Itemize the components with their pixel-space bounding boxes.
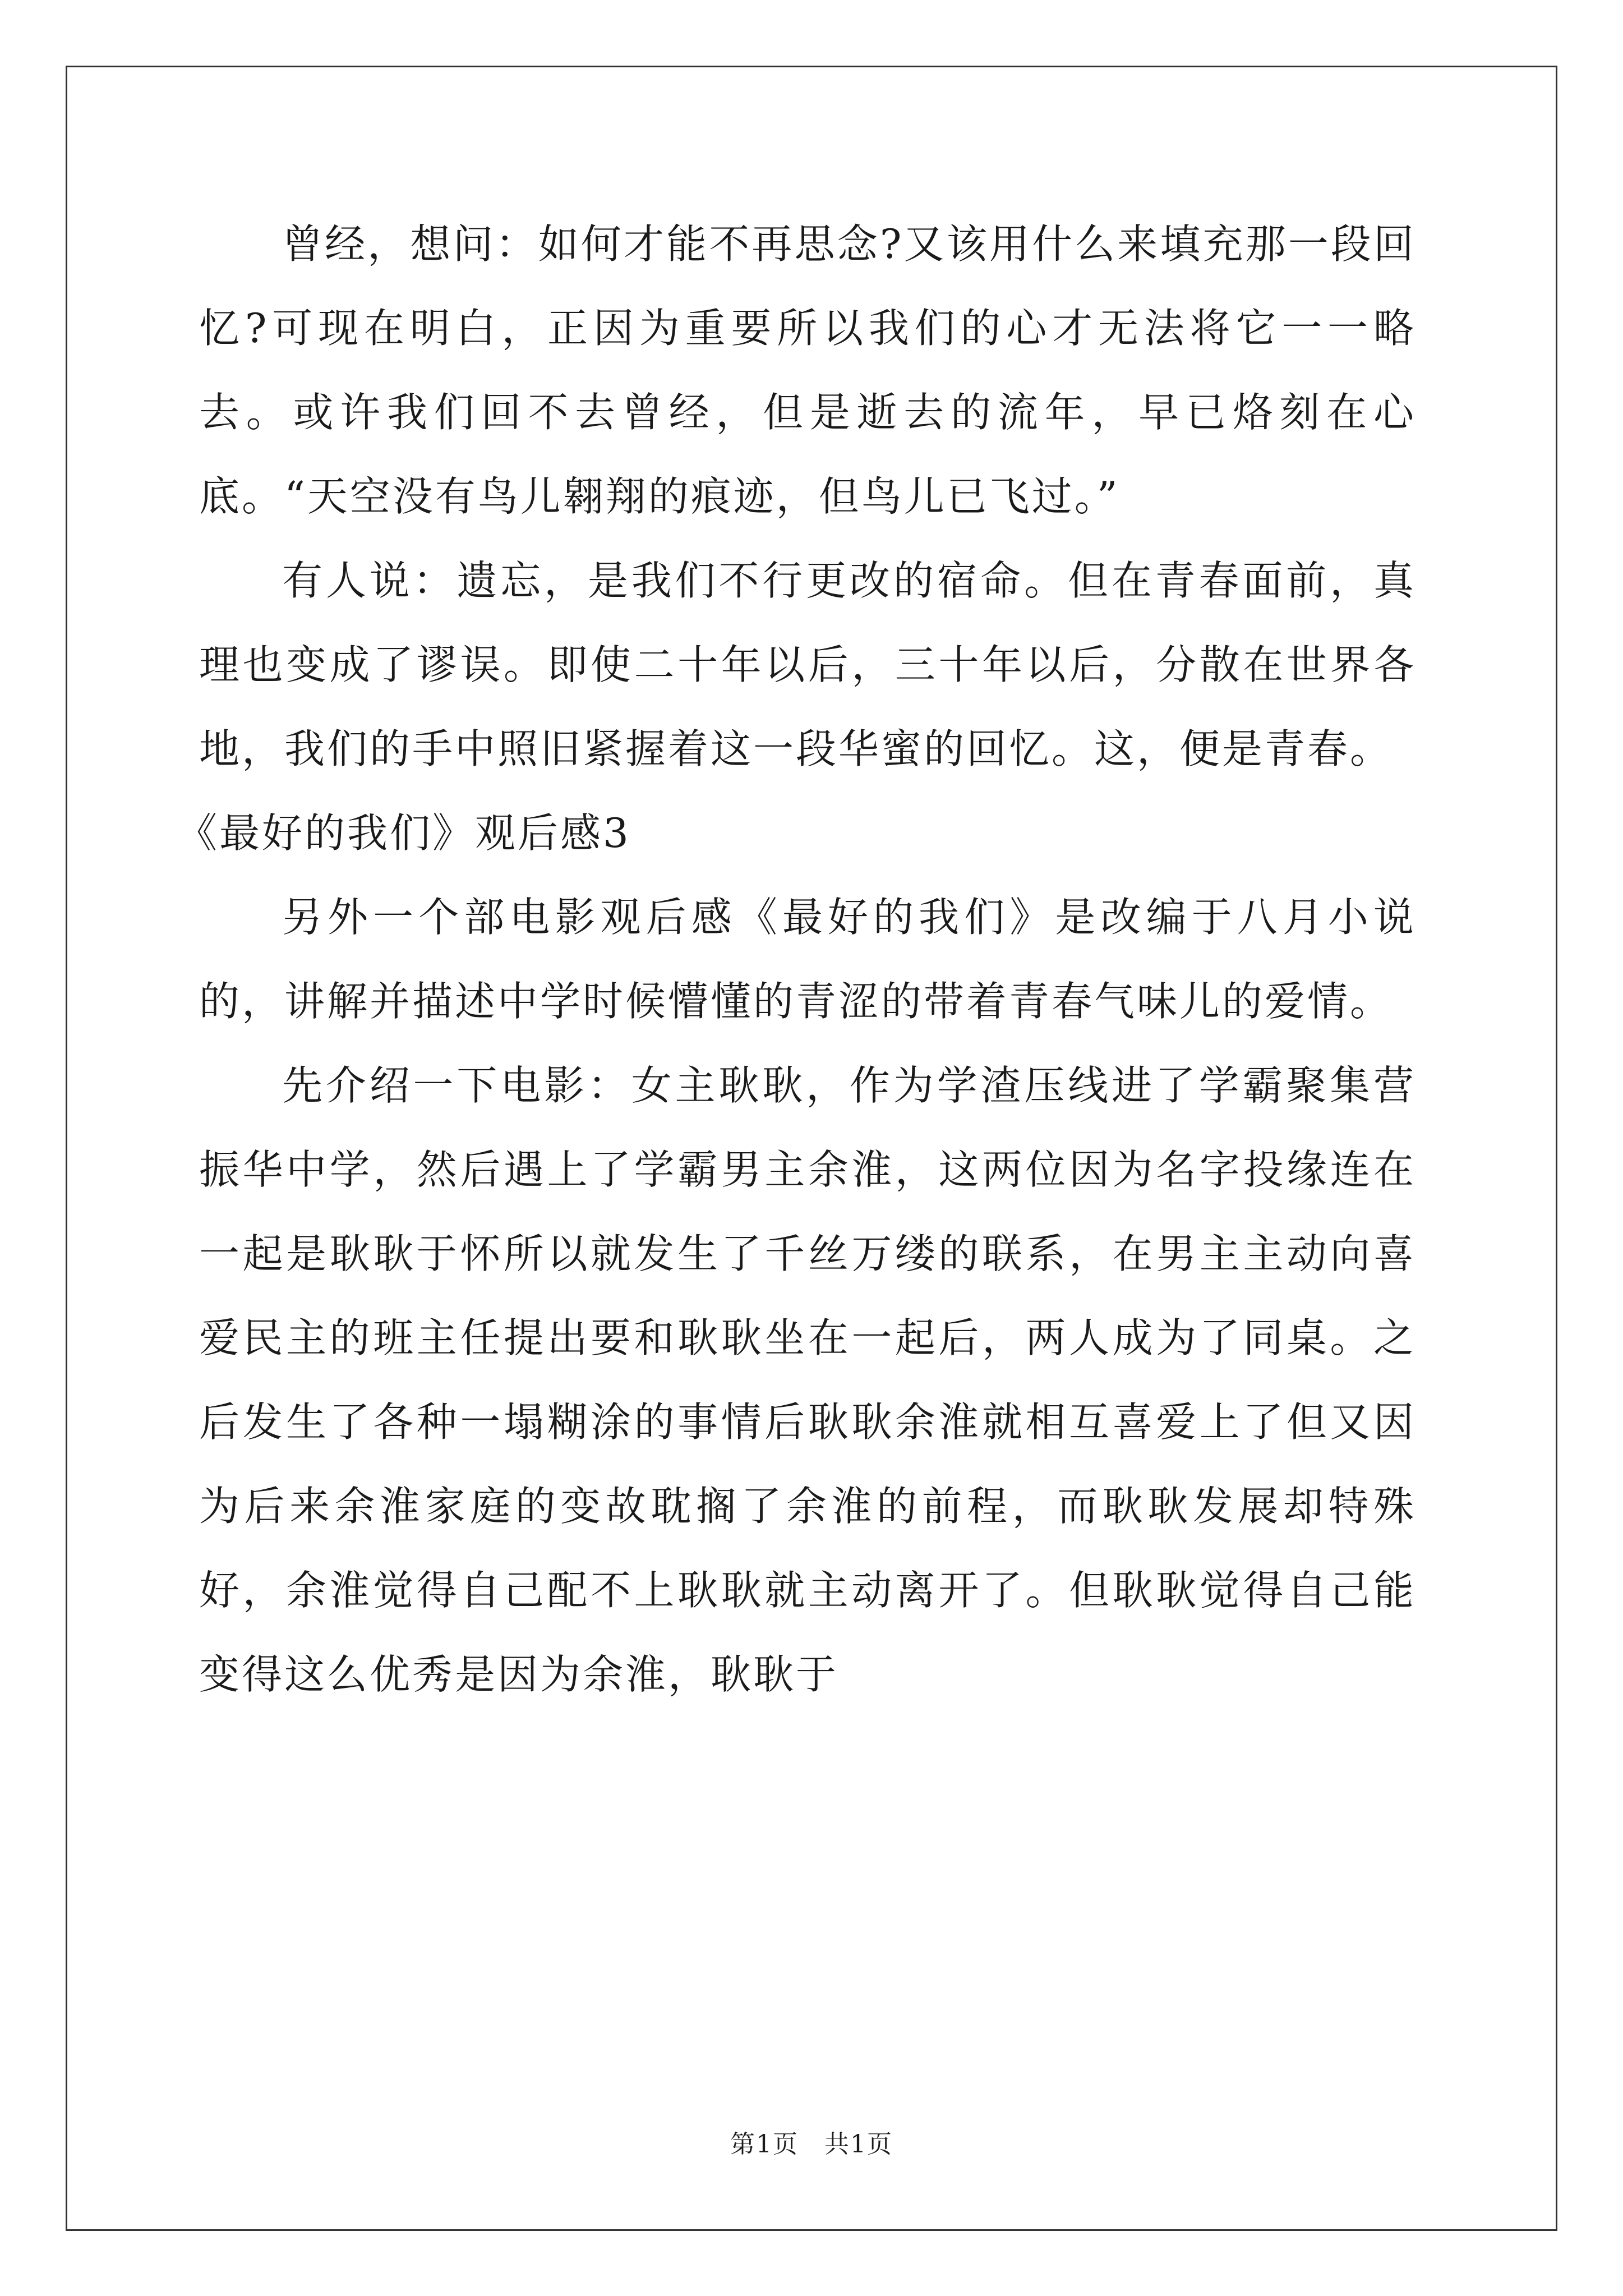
paragraph-3: 另外一个部电影观后感《最好的我们》是改编于八月小说的，讲解并描述中学时候懵懂的青涩的带着青春气味儿的爱情。 bbox=[199, 894, 1416, 1025]
paragraph-2: 有人说：遗忘，是我们不行更改的宿命。但在青春面前，真理也变成了谬误。即使二十年以后，三十年以后，分散在世界各地，我们的手中照旧紧握着这一段华蜜的回忆。这，便是青春。 bbox=[199, 557, 1416, 772]
paragraph-1: 曾经，想问：如何才能不再思念?又该用什么来填充那一段回忆?可现在明白，正因为重要所以我们的心才无法将它一一略去。或许我们回不去曾经，但是逝去的流年，早已烙刻在心底。“天空没有鸟儿翱翔的痕迹，但鸟儿已飞过。” bbox=[199, 220, 1416, 520]
document-body bbox=[177, 202, 1416, 1717]
paragraph-4: 先介绍一下电影：女主耿耿，作为学渣压线进了学霸聚集营振华中学，然后遇上了学霸男主余淮，这两位因为名字投缘连在一起是耿耿于怀所以就发生了千丝万缕的联系，在男主主动向喜爱民主的班主任提出要和耿耿坐在一起后，两人成为了同桌。之后发生了各种一塌糊涂的事情后耿耿余淮就相互喜爱上了但又因为后来余淮家庭的变故耽搁了余淮的前程，而耿耿发展却特殊好，余淮觉得自己配不上耿耿就主动离开了。但耿耿觉得自己能变得这么优秀是因为余淮，耿耿于 bbox=[199, 1062, 1416, 1698]
section-heading: 《最好的我们》观后感3 bbox=[177, 809, 631, 857]
page-footer: 第1页 共1页 bbox=[730, 2130, 893, 2159]
